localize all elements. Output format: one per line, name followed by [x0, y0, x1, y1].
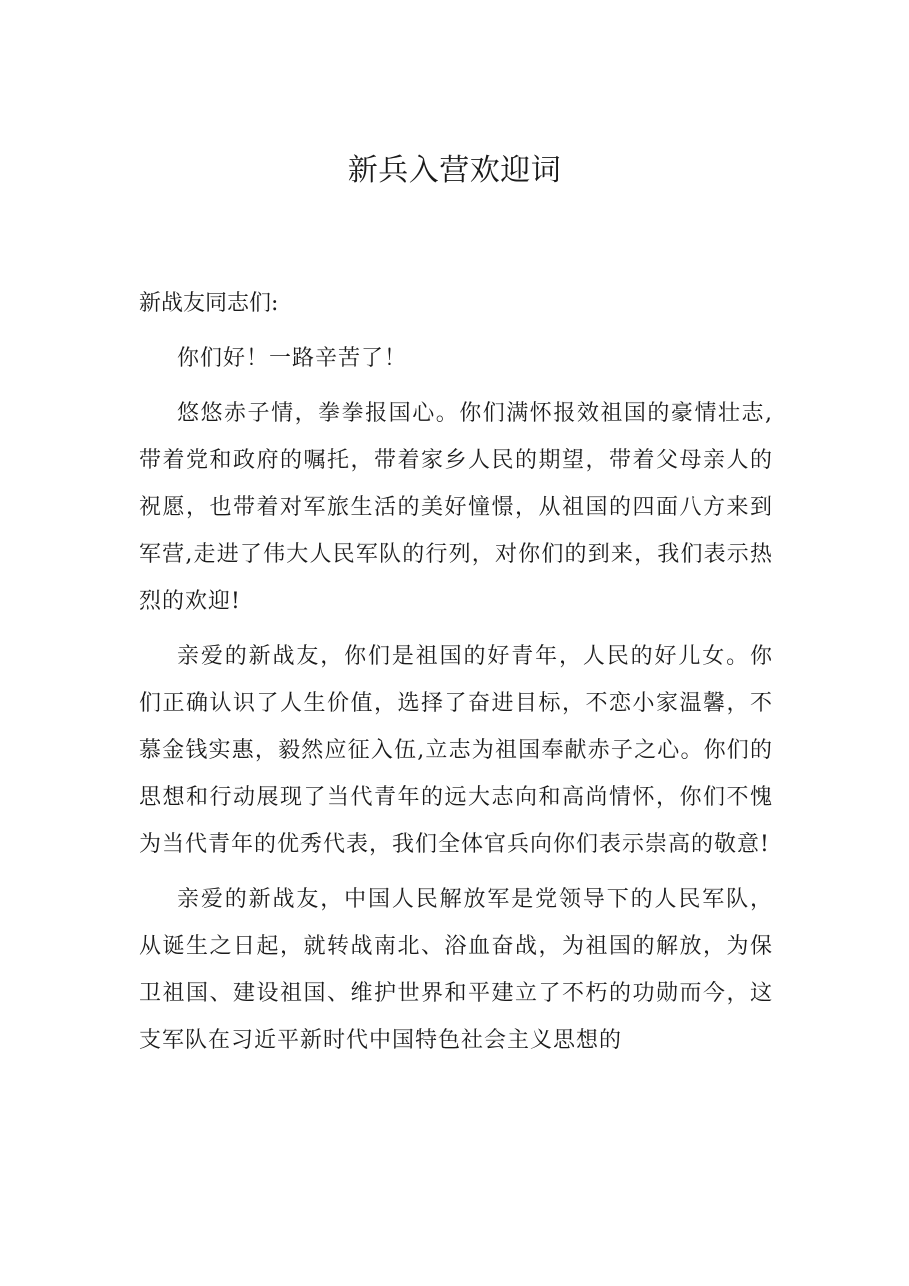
- paragraph-tribute: 亲爱的新战友，你们是祖国的好青年，人民的好儿女。你们正确认识了人生价值，选择了奋进目标，不恋小家温馨，不慕金钱实惠，毅然应征入伍,立志为祖国奉献赤子之心。你们的思想和行动展现了当代青年的远大志向和高尚情怀，你们不愧为当代青年的优秀代表，我们全体官兵向你们表示崇高的敬意!: [139, 644, 773, 857]
- paragraph-army-history: 亲爱的新战友，中国人民解放军是党领导下的人民军队，从诞生之日起，就转战南北、浴血奋战，为祖国的解放，为保卫祖国、建设祖国、维护世界和平建立了不朽的功勋而今，这支军队在习近平新时代中国特色社会主义思想的: [139, 887, 773, 1053]
- salutation: 新战友同志们:: [139, 291, 279, 316]
- paragraph-greeting: 你们好！一路辛苦了！: [177, 346, 408, 371]
- document-title: 新兵入营欢迎词: [347, 153, 562, 188]
- document-body: [139, 280, 773, 1072]
- paragraph-welcome: 悠悠赤子情，拳拳报国心。你们满怀报效祖国的豪情壮志,带着党和政府的嘱托，带着家乡人民的期望，带着父母亲人的祝愿，也带着对军旅生活的美好憧憬，从祖国的四面八方来到军营,走进了伟大人民军队的行列，对你们的到来，我们表示热烈的欢迎!: [139, 401, 773, 614]
